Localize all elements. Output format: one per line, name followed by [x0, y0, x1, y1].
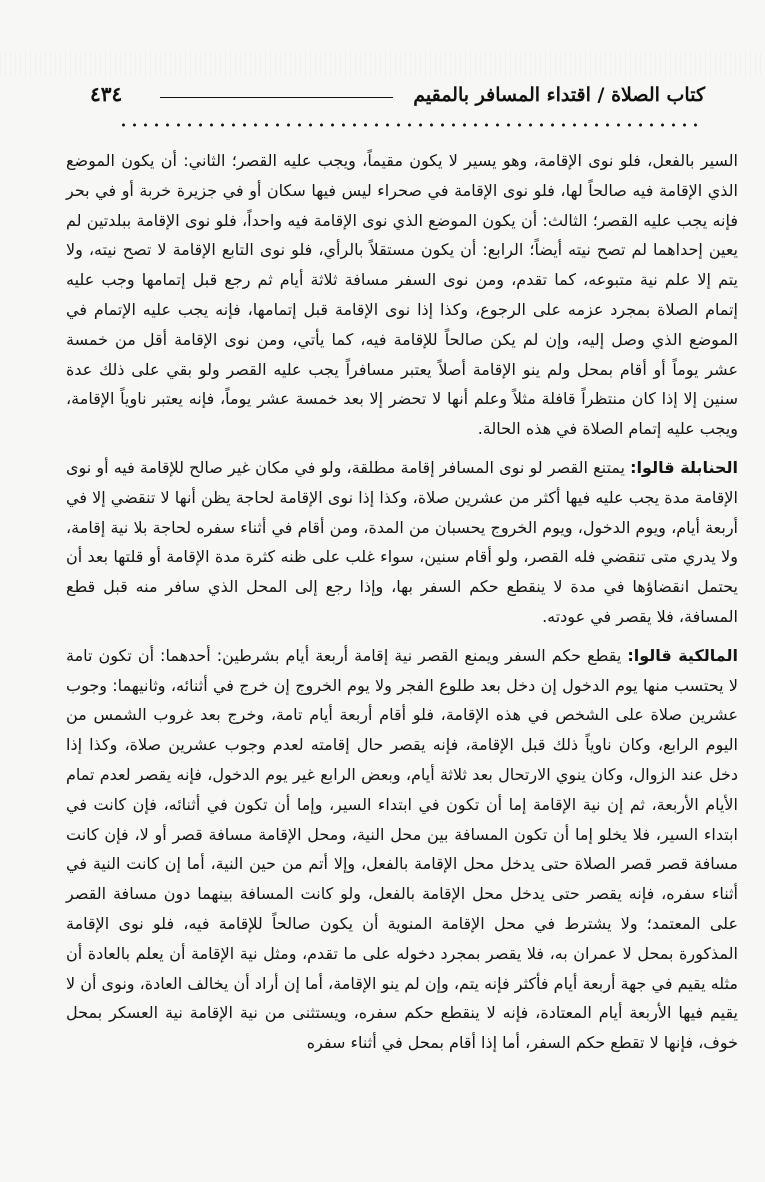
dotted-separator [118, 122, 703, 128]
school-heading: الحنابلة قالوا: [630, 457, 739, 477]
paragraph-text: السير بالفعل، فلو نوى الإقامة، وهو يسير لا يكون مقيماً، ويجب عليه القصر؛ الثاني: أن يكون الموضع الذي الإقامة فيه صالحاً لها، فلو نوى الإقامة في صحراء ليس فيها سكان أو في جزيرة خربة أو في بحر فإنه يجب عليه القصر؛ الثالث: أن يكون الموضع الذي نوى الإقامة فيه واحداً، فلو نوى الإقامة ببلدتين لم يعين إحداهما لم تصح نيته أيضاً؛ الرابع: أن يكون مستقلاً بالرأي، فلو نوى التابع الإقامة لا تصح نيته، ولا يتم إلا علم نية متبوعه، كما تقدم، ومن نوى السفر مسافة ثلاثة أيام ثم رجع قبل إتمامها وجب عليه إتمام الصلاة بمجرد عزمه على الرجوع، وكذا إذا نوى الإقامة قبل إتمامها، فإنه يجب عليه الإتمام في الموضع الذي وصل إليه، وإن لم يكن صالحاً للإقامة فيه، كما يأتي، ومن نوى الإقامة أقل من خمسة عشر يوماً أو أقام بمحل ولم ينو الإقامة أصلاً يعتبر مسافراً يجب عليه القصر ولو بقي على ذلك عدة سنين إلا إذا كان منتظراً قافلة مثلاً وعلم أنها لا تحضر إلا بعد خمسة عشر يوماً، فإنه يعتبر ناوياً الإقامة، ويجب عليه إتمام الصلاة في هذه الحالة. [66, 151, 738, 439]
paragraph-text: يقطع حكم السفر ويمنع القصر نية إقامة أربعة أيام بشرطين: أحدهما: أن تكون تامة لا يحتسب منها يوم الدخول إن دخل بعد طلوع الفجر ولا يوم الخروج إن خرج في أثنائه، وثانيهما: وجوب عشرين صلاة على الشخص في هذه الإقامة، فلو أقام أربعة أيام تامة، وخرج بعد غروب الشمس من اليوم الرابع، وكان ناوياً ذلك قبل الإقامة، فإنه يقصر حال إقامته لعدم وجوب عشرين صلاة، وكذا إذا دخل عند الزوال، وكان ينوي الارتحال بعد ثلاثة أيام، وبعض الرابع غير يوم الدخول، فإنه يقصر لعدم تمام الأيام الأربعة، ثم إن نية الإقامة إما أن تكون في ابتداء السير، وإما أن تكون في أثنائه، فإن كانت في ابتداء السير، فلا يخلو إما أن تكون المسافة بين محل النية، ومحل الإقامة مسافة قصر أو لا، فإن كانت مسافة قصر قصر الصلاة حتى يدخل محل الإقامة بالفعل، وإلا أتم من حين النية، أما إن كانت النية في أثناء سفره، فإنه يقصر حتى يدخل محل الإقامة بالفعل، ولو كانت المسافة بينهما دون مسافة القصر على المعتمد؛ ولا يشترط في محل الإقامة المنوية أن يكون صالحاً للإقامة فيه، فلو نوى الإقامة المذكورة بمحل لا عمران به، فلا يقصر بمجرد دخوله على ما تقدم، ومثل نية الإقامة أن يعلم بالعادة أن مثله يقيم في جهة أربعة أيام فأكثر فإنه يتم، وإن لم ينو الإقامة، أما إن أراد أن يخالف العادة، ونوى أن لا يقيم فيها الأربعة أيام المعتادة، فإنه لا ينقطع حكم سفره، ويستثنى من نية الإقامة نية العسكر بمحل خوف، فإنها لا تقطع حكم السفر، أما إذا أقام بمحل في أثناء سفره [66, 645, 738, 1053]
school-heading: المالكية قالوا: [627, 645, 739, 665]
paragraph-text: يمتنع القصر لو نوى المسافر إقامة مطلقة، ولو في مكان غير صالح للإقامة فيه أو نوى الإقامة مدة يجب عليه فيها أكثر من عشرين صلاة، وكذا إذا نوى الإقامة لحاجة يظن أنها لا تنقضي إلا في أربعة أيام، ويوم الدخول، ويوم الخروج يحسبان من المدة، ومن أقام في أثناء سفره لحاجة بلا نية إقامة، ولا يدري متى تنقضي فله القصر، ولو أقام سنين، سواء غلب على ظنه كثرة مدة الإقامة أو قلتها بعد أن يحتمل انقضاؤها في مدة لا ينقطع حكم السفر بها، وإذا رجع إلى المحل الذي سافر منه قبل قطع المسافة، فلا يقصر في عودته. [66, 457, 738, 626]
running-header [90, 82, 705, 112]
footnote-text-block [66, 146, 738, 1058]
page-number: ٤٣٤ [90, 82, 123, 106]
header-rule [160, 97, 393, 98]
scan-edge-noise [0, 52, 765, 76]
paragraph-continuation [66, 146, 738, 444]
paragraph-hanabila [66, 453, 738, 632]
paragraph-malikiyya [66, 641, 738, 1058]
header-title: كتاب الصلاة / اقتداء المسافر بالمقيم [413, 84, 705, 106]
